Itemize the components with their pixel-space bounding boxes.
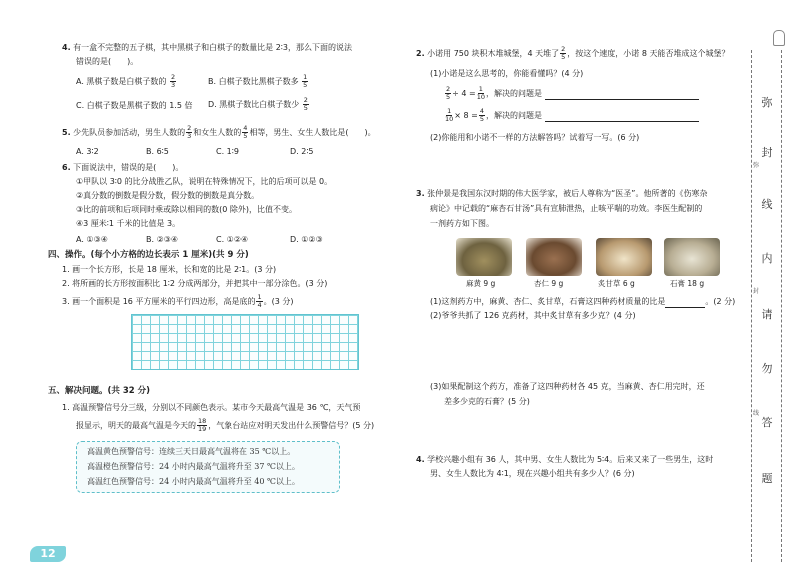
sec4-item-2: 2. 将所画的长方形按面积比 1∶2 分成两部分，并把其中一部分涂色。(3 分) [62, 279, 328, 288]
answer-blank[interactable] [545, 110, 699, 122]
r-q2-sub1: (1)小诺是这么思考的，你能看懂吗？(4 分) [430, 69, 584, 78]
herb-label-licorice: 炙甘草 6 g [598, 279, 635, 288]
q4-option-d: D. 黑棋子数比白棋子数少 $\frac{2}{5}$ [208, 96, 308, 112]
section-4-title: 四、操作。(每个小方格的边长表示 1 厘米)(共 9 分) [48, 250, 249, 260]
licorice-image [596, 238, 652, 276]
binding-dash-line [751, 50, 752, 562]
warning-signal-box [76, 441, 340, 493]
fraction: $\frac{2}{5}$ [561, 45, 566, 61]
r-q2-step2: $\frac{1}{10}$ × 8 = $\frac{4}{5}$ ，解决的问题是 [444, 108, 699, 123]
signal-red: 高温红色预警信号：24 小时内最高气温将升至 40 ℃以上。 [87, 477, 300, 486]
r-q3-line3: 一剂药方如下图。 [430, 219, 494, 228]
binding-char: 题 [761, 472, 773, 485]
r-q3-sub3-line2: 差多少克的石膏？(5 分) [444, 397, 530, 406]
r-q3-sub1: (1)这剂药方中，麻黄、杏仁、炙甘草，石膏这四种药材质量的比是 。(2 分) [430, 297, 736, 306]
signal-yellow: 高温黄色预警信号：连续三天日最高气温将在 35 ℃以上。 [87, 447, 296, 456]
r-q4-line1: 4. 学校兴趣小组有 36 人，其中男、女生人数比为 5∶4。后来又来了一些男生，这时 [416, 455, 714, 464]
signal-orange: 高温橙色预警信号：24 小时内最高气温将升至 37 ℃以上。 [87, 462, 300, 471]
binding-char: 内 [761, 252, 773, 265]
fraction: $\frac{1}{4}$ [257, 293, 262, 309]
fraction: $\frac{4}{5}$ [479, 107, 485, 123]
binding-dash-line-outer [781, 50, 782, 562]
q6-option-b: B. ②③④ [146, 235, 179, 244]
grid-paper[interactable] [131, 314, 359, 370]
r-q2-sub2: (2)你能用和小诺不一样的方法解答吗？试着写一写。(6 分) [430, 133, 640, 142]
q4-line2: 错误的是( )。 [76, 57, 139, 66]
q6-statement-4: ④3 厘米∶1 千米的比值是 3。 [76, 219, 181, 228]
q6-option-d: D. ①②③ [290, 235, 323, 244]
q6-statement-1: ①甲队以 3∶0 的比分战胜乙队，说明在特殊情况下，比的后项可以是 0。 [76, 177, 333, 186]
r-q2-step1: $\frac{2}{5}$ ÷ 4 = $\frac{1}{10}$ ，解决的问题是 [444, 86, 699, 101]
fraction: $\frac{2}{5}$ [446, 85, 451, 101]
fraction: $\frac{2}{3}$ [187, 124, 192, 140]
section-5-title: 五、解决问题。(共 32 分) [48, 386, 151, 396]
pencil-icon [773, 30, 785, 46]
herb-label-gypsum: 石膏 18 g [670, 279, 705, 288]
q5-option-b: B. 6∶5 [146, 147, 169, 156]
binding-char: 线 [761, 198, 773, 211]
sec5-q1-line1: 1. 高温预警信号分三级，分别以不同颜色表示。某市今天最高气温是 36 ℃，天气预 [62, 403, 361, 412]
binding-small-char: 线 [753, 410, 760, 417]
herb-label-ephedra: 麻黄 9 g [466, 279, 496, 288]
r-q3-line2: 病论》中记载的“麻杏石甘汤”具有宣肺泄热，止咳平喘的功效。李医生配制的 [430, 204, 703, 213]
sec5-q1-line2: 报显示，明天的最高气温是今天的 $\frac{18}{19}$ ，气象台站应对明天发出什么预警信号？(5 分) [76, 417, 375, 433]
gypsum-image [664, 238, 720, 276]
q6-option-a: A. ①③④ [76, 235, 108, 244]
q5-option-c: C. 1∶9 [216, 147, 239, 156]
q4-line1: 4. 有一盒不完整的五子棋，其中黑棋子和白棋子的数量比是 2∶3，那么下面的说法 [62, 43, 352, 52]
q6-stem: 6. 下面说法中，错误的是( )。 [62, 163, 184, 172]
binding-char: 请 [761, 308, 773, 321]
r-q3-sub2: (2)爷爷共抓了 126 克药材，其中炙甘草有多少克？(4 分) [430, 311, 636, 320]
q4-option-c: C. 白棋子数是黑棋子数的 1.5 倍 [76, 101, 193, 110]
apricot-kernel-image [526, 238, 582, 276]
fraction: $\frac{2}{3}$ [170, 73, 176, 89]
fraction: $\frac{1}{10}$ [476, 85, 486, 101]
q5-stem: 5. 少先队员参加活动，男生人数的 $\frac{2}{3}$ 和女生人数的 $\frac{4}{5}$ 相等，男生、女生人数比是( )。 [62, 124, 376, 140]
q6-option-c: C. ①②④ [216, 235, 249, 244]
q4-option-b: B. 白棋子数比黑棋子数多 $\frac{1}{5}$ [208, 73, 308, 89]
fraction: $\frac{1}{5}$ [303, 73, 308, 89]
binding-char: 封 [761, 146, 773, 159]
answer-blank[interactable] [545, 88, 699, 100]
fraction: $\frac{1}{10}$ [445, 107, 454, 123]
sec4-item-3: 3. 画一个面积是 16 平方厘米的平行四边形，高是底的 $\frac{1}{4}$ 。(3 分) [62, 293, 294, 309]
r-q3-sub3-line1: (3)如果配制这个药方，准备了这四种药材各 45 克，当麻黄、杏仁用完时，还 [430, 382, 705, 391]
fraction: $\frac{4}{5}$ [243, 124, 248, 140]
herb-label-apricot: 杏仁 9 g [534, 279, 564, 288]
binding-char: 勿 [761, 362, 773, 375]
q5-option-a: A. 3∶2 [76, 147, 99, 156]
binding-char: 答 [761, 416, 773, 429]
fraction: $\frac{18}{19}$ [198, 417, 207, 433]
ephedra-image [456, 238, 512, 276]
binding-char: 弥 [761, 96, 773, 109]
sec4-item-1: 1. 画一个长方形，长是 18 厘米，长和宽的比是 2∶1。(3 分) [62, 265, 277, 274]
q6-statement-3: ③比的前项和后项同时乘或除以相同的数(0 除外)，比值不变。 [76, 205, 298, 214]
answer-blank[interactable] [665, 296, 705, 308]
fraction: $\frac{2}{5}$ [303, 96, 308, 112]
q4-option-a: A. 黑棋子数是白棋子数的 $\frac{2}{3}$ [76, 73, 176, 89]
q6-statement-2: ②真分数的倒数是假分数，假分数的倒数是真分数。 [76, 191, 260, 200]
r-q2-stem: 2. 小诺用 750 块积木堆城堡，4 天堆了 $\frac{2}{5}$ ，按这个速度，小诺 8 天能否堆成这个城堡？ [416, 45, 730, 61]
r-q3-line1: 3. 张仲景是我国东汉时期的伟大医学家，被后人尊称为“医圣”。他所著的《伤寒杂 [416, 189, 708, 198]
binding-small-char: 封 [753, 288, 760, 295]
r-q4-line2: 男、女生人数比为 4∶1，现在兴趣小组共有多少人？(6 分) [430, 469, 635, 478]
q5-option-d: D. 2∶5 [290, 147, 314, 156]
page-number: 12 [30, 546, 66, 562]
binding-small-char: 弥 [753, 162, 760, 169]
